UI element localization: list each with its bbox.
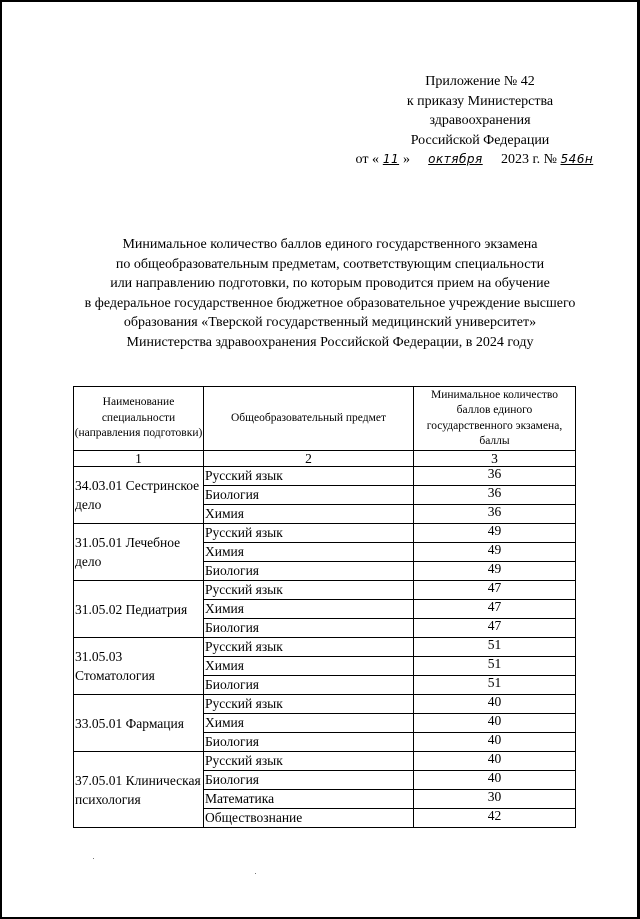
score-cell: 40 bbox=[414, 771, 576, 790]
document-title bbox=[60, 235, 600, 353]
order-date-line bbox=[320, 150, 640, 170]
table-row bbox=[74, 695, 576, 714]
appendix-number: Приложение № 42 bbox=[425, 74, 535, 89]
table-header-row bbox=[74, 387, 576, 451]
score-cell: 42 bbox=[414, 809, 576, 828]
subject-cell: Математика bbox=[204, 790, 414, 809]
header-subject: Общеобразовательный предмет bbox=[204, 387, 414, 451]
min-scores-table bbox=[73, 386, 576, 828]
subject-cell: Биология bbox=[204, 771, 414, 790]
subject-cell: Русский язык bbox=[204, 581, 414, 600]
score-cell: 40 bbox=[414, 714, 576, 733]
subject-cell: Обществознание bbox=[204, 809, 414, 828]
title-line: Министерства здравоохранения Российской Федерации, в 2024 году bbox=[126, 334, 534, 350]
column-number: 3 bbox=[414, 451, 576, 467]
subject-cell: Биология bbox=[204, 562, 414, 581]
score-cell: 40 bbox=[414, 733, 576, 752]
subject-cell: Химия bbox=[204, 657, 414, 676]
subject-cell: Биология bbox=[204, 619, 414, 638]
specialty-cell: 37.05.01 Клиническая психология bbox=[74, 752, 204, 828]
score-cell: 49 bbox=[414, 562, 576, 581]
subject-cell: Биология bbox=[204, 733, 414, 752]
subject-cell: Русский язык bbox=[204, 524, 414, 543]
subject-cell: Русский язык bbox=[204, 638, 414, 657]
score-cell: 36 bbox=[414, 505, 576, 524]
score-cell: 49 bbox=[414, 524, 576, 543]
score-cell: 36 bbox=[414, 486, 576, 505]
table-row bbox=[74, 467, 576, 486]
subject-cell: Химия bbox=[204, 714, 414, 733]
column-number: 2 bbox=[204, 451, 414, 467]
appendix-ministry: здравоохранения bbox=[429, 113, 531, 128]
order-month-handwritten: октября bbox=[428, 152, 483, 166]
subject-cell: Русский язык bbox=[204, 752, 414, 771]
score-cell: 30 bbox=[414, 790, 576, 809]
title-line: Минимальное количество баллов единого государственного экзамена bbox=[122, 237, 538, 252]
table-row bbox=[74, 752, 576, 771]
column-number: 1 bbox=[74, 451, 204, 467]
subject-cell: Химия bbox=[204, 600, 414, 619]
order-number-handwritten: 546н bbox=[560, 152, 594, 166]
score-cell: 47 bbox=[414, 600, 576, 619]
score-cell: 51 bbox=[414, 676, 576, 695]
subject-cell: Русский язык bbox=[204, 695, 414, 714]
specialty-cell: 31.05.03 Стоматология bbox=[74, 638, 204, 695]
table-row bbox=[74, 581, 576, 600]
header-min-score: Минимальное количество баллов единого государственного экзамена, баллы bbox=[414, 387, 576, 451]
subject-cell: Биология bbox=[204, 486, 414, 505]
scan-speck bbox=[93, 858, 94, 859]
header-specialty: Наименование специальности (направления подготовки) bbox=[74, 387, 204, 451]
appendix-country: Российской Федерации bbox=[410, 132, 550, 148]
score-cell: 40 bbox=[414, 695, 576, 714]
order-day-handwritten: 11 bbox=[382, 152, 400, 166]
specialty-cell: 31.05.02 Педиатрия bbox=[74, 581, 204, 638]
appendix-header bbox=[320, 72, 640, 170]
scan-border-top bbox=[0, 0, 640, 2]
order-year: 2023 г. № bbox=[500, 152, 557, 167]
score-cell: 51 bbox=[414, 657, 576, 676]
subject-cell: Химия bbox=[204, 543, 414, 562]
column-number-row bbox=[74, 451, 576, 467]
score-cell: 47 bbox=[414, 581, 576, 600]
score-cell: 51 bbox=[414, 638, 576, 657]
title-line: по общеобразовательным предметам, соответствующим специальности bbox=[115, 256, 545, 272]
score-cell: 36 bbox=[414, 467, 576, 486]
title-line: образования «Тверской государственный медицинский университет» bbox=[123, 315, 537, 331]
specialty-cell: 34.03.01 Сестринское дело bbox=[74, 467, 204, 524]
order-prefix: от « bbox=[355, 152, 379, 167]
subject-cell: Химия bbox=[204, 505, 414, 524]
table-row bbox=[74, 638, 576, 657]
subject-cell: Биология bbox=[204, 676, 414, 695]
title-line: в федеральное государственное бюджетное образовательное учреждение высшего bbox=[84, 295, 576, 311]
specialty-cell: 31.05.01 Лечебное дело bbox=[74, 524, 204, 581]
subject-cell: Русский язык bbox=[204, 467, 414, 486]
appendix-order-ref: к приказу Министерства bbox=[406, 93, 554, 109]
scan-speck bbox=[255, 873, 256, 874]
score-cell: 47 bbox=[414, 619, 576, 638]
specialty-cell: 33.05.01 Фармация bbox=[74, 695, 204, 752]
score-cell: 49 bbox=[414, 543, 576, 562]
order-mid: » bbox=[402, 152, 410, 167]
scan-border-left bbox=[0, 0, 2, 919]
table-row bbox=[74, 524, 576, 543]
title-line: или направлению подготовки, по которым проводится прием на обучение bbox=[110, 276, 550, 292]
score-cell: 40 bbox=[414, 752, 576, 771]
